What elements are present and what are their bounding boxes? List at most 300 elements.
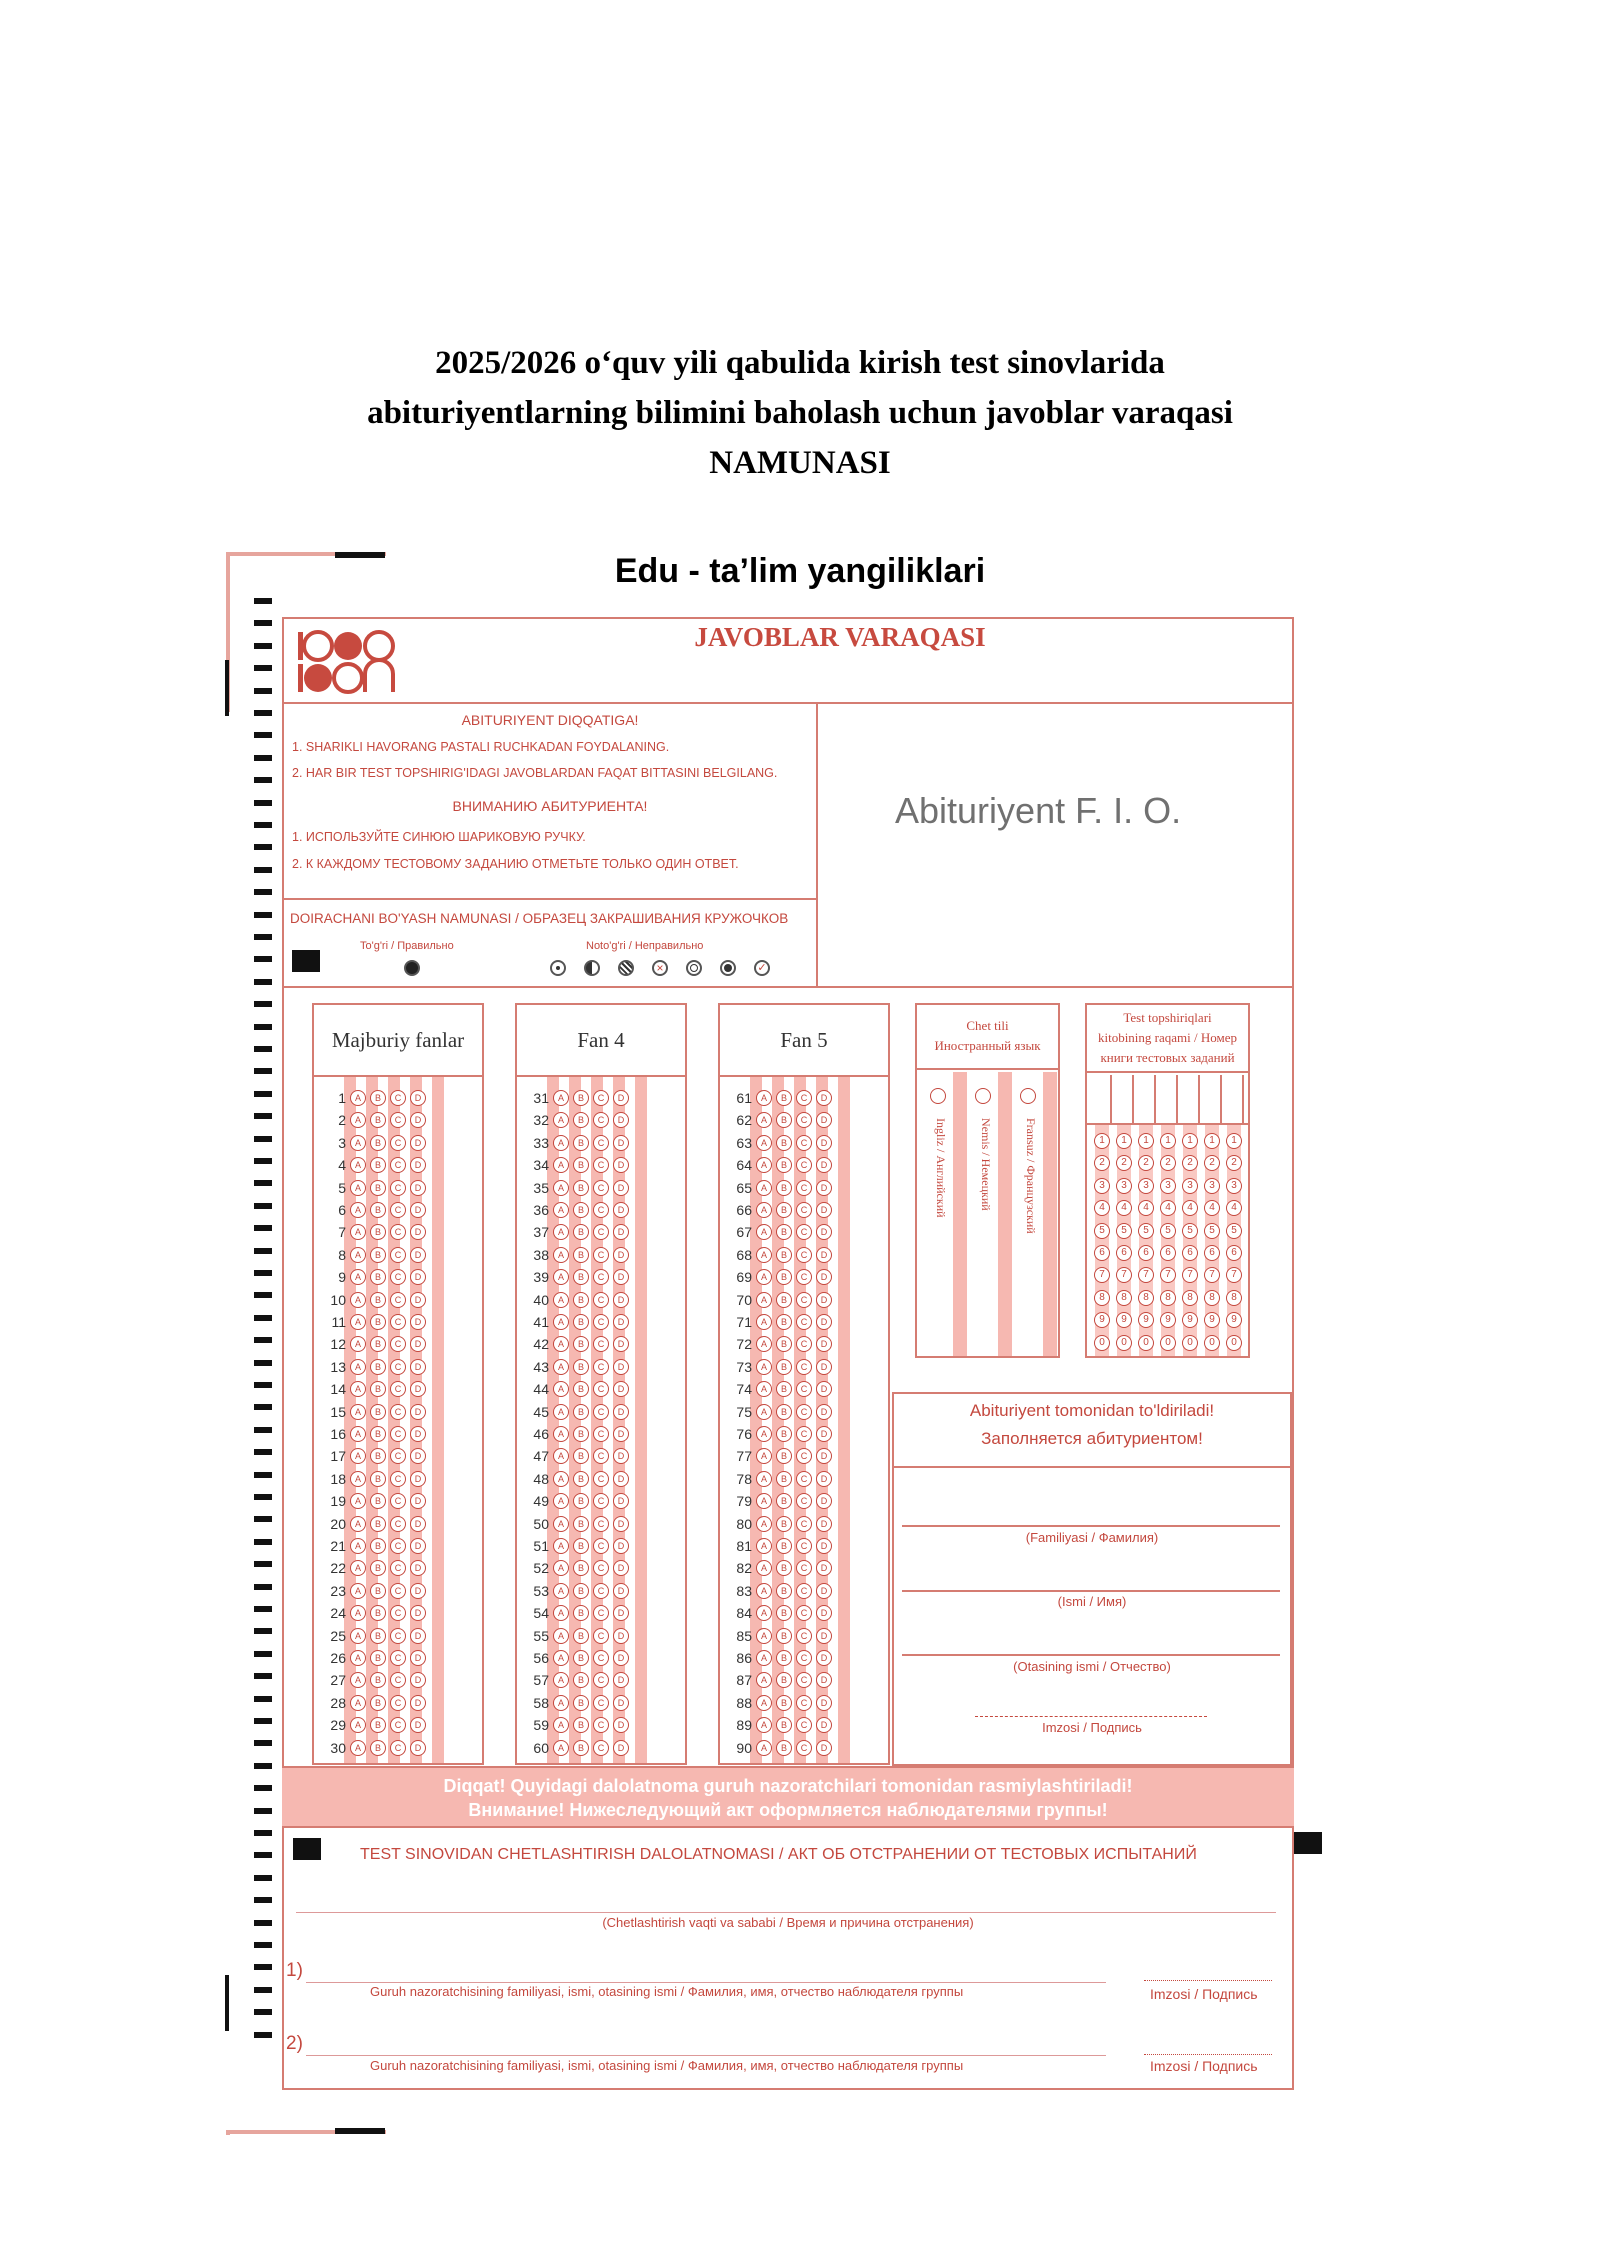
book-digit-5-bubble[interactable]: 5 <box>1182 1223 1198 1239</box>
question-row[interactable] <box>718 1490 836 1512</box>
option-a-bubble[interactable]: A <box>756 1650 772 1666</box>
book-digit-9-bubble[interactable]: 9 <box>1226 1312 1242 1328</box>
book-digit-2-bubble[interactable]: 2 <box>1116 1155 1132 1171</box>
option-a-bubble[interactable]: A <box>553 1717 569 1733</box>
option-a-bubble[interactable]: A <box>350 1628 366 1644</box>
question-row[interactable] <box>312 1535 430 1557</box>
option-a-bubble[interactable]: A <box>756 1538 772 1554</box>
book-digit-8-bubble[interactable]: 8 <box>1226 1290 1242 1306</box>
option-b-bubble[interactable]: B <box>776 1471 792 1487</box>
option-a-bubble[interactable]: A <box>350 1605 366 1621</box>
surname-line[interactable] <box>902 1525 1280 1527</box>
option-a-bubble[interactable]: A <box>756 1224 772 1240</box>
option-b-bubble[interactable]: B <box>370 1471 386 1487</box>
option-d-bubble[interactable]: D <box>816 1583 832 1599</box>
option-c-bubble[interactable]: C <box>390 1247 406 1263</box>
option-a-bubble[interactable]: A <box>350 1583 366 1599</box>
option-b-bubble[interactable]: B <box>776 1695 792 1711</box>
option-d-bubble[interactable]: D <box>410 1090 426 1106</box>
option-d-bubble[interactable]: D <box>816 1605 832 1621</box>
option-b-bubble[interactable]: B <box>776 1202 792 1218</box>
book-digit-6-bubble[interactable]: 6 <box>1094 1245 1110 1261</box>
question-row[interactable] <box>515 1535 633 1557</box>
option-b-bubble[interactable]: B <box>370 1538 386 1554</box>
book-digit-2-bubble[interactable]: 2 <box>1138 1155 1154 1171</box>
option-d-bubble[interactable]: D <box>816 1202 832 1218</box>
option-a-bubble[interactable]: A <box>756 1269 772 1285</box>
option-d-bubble[interactable]: D <box>816 1560 832 1576</box>
option-b-bubble[interactable]: B <box>573 1426 589 1442</box>
option-c-bubble[interactable]: C <box>593 1560 609 1576</box>
option-a-bubble[interactable]: A <box>350 1560 366 1576</box>
option-b-bubble[interactable]: B <box>776 1247 792 1263</box>
option-b-bubble[interactable]: B <box>573 1493 589 1509</box>
option-d-bubble[interactable]: D <box>410 1560 426 1576</box>
option-c-bubble[interactable]: C <box>593 1112 609 1128</box>
question-row[interactable] <box>718 1714 836 1736</box>
option-d-bubble[interactable]: D <box>816 1538 832 1554</box>
option-c-bubble[interactable]: C <box>390 1112 406 1128</box>
book-digit-7-bubble[interactable]: 7 <box>1226 1267 1242 1283</box>
book-digit-9-bubble[interactable]: 9 <box>1204 1312 1220 1328</box>
question-row[interactable] <box>312 1087 430 1109</box>
book-digit-7-bubble[interactable]: 7 <box>1138 1267 1154 1283</box>
question-row[interactable] <box>515 1692 633 1714</box>
book-digit-9-bubble[interactable]: 9 <box>1160 1312 1176 1328</box>
option-b-bubble[interactable]: B <box>573 1740 589 1756</box>
option-a-bubble[interactable]: A <box>756 1090 772 1106</box>
book-digit-6-bubble[interactable]: 6 <box>1138 1245 1154 1261</box>
question-row[interactable] <box>312 1199 430 1221</box>
question-row[interactable] <box>312 1490 430 1512</box>
option-b-bubble[interactable]: B <box>776 1426 792 1442</box>
book-digit-1-bubble[interactable]: 1 <box>1094 1133 1110 1149</box>
option-b-bubble[interactable]: B <box>370 1583 386 1599</box>
question-row[interactable] <box>312 1602 430 1624</box>
question-row[interactable] <box>312 1401 430 1423</box>
option-a-bubble[interactable]: A <box>553 1090 569 1106</box>
option-d-bubble[interactable]: D <box>816 1672 832 1688</box>
option-b-bubble[interactable]: B <box>776 1359 792 1375</box>
question-row[interactable] <box>515 1087 633 1109</box>
option-c-bubble[interactable]: C <box>390 1538 406 1554</box>
book-digit-7-bubble[interactable]: 7 <box>1116 1267 1132 1283</box>
option-b-bubble[interactable]: B <box>370 1292 386 1308</box>
book-digit-9-bubble[interactable]: 9 <box>1138 1312 1154 1328</box>
option-a-bubble[interactable]: A <box>350 1112 366 1128</box>
book-digit-6-bubble[interactable]: 6 <box>1182 1245 1198 1261</box>
question-row[interactable] <box>312 1513 430 1535</box>
book-digit-4-bubble[interactable]: 4 <box>1160 1200 1176 1216</box>
option-c-bubble[interactable]: C <box>796 1202 812 1218</box>
option-b-bubble[interactable]: B <box>573 1628 589 1644</box>
option-a-bubble[interactable]: A <box>350 1448 366 1464</box>
question-row[interactable] <box>718 1513 836 1535</box>
option-b-bubble[interactable]: B <box>776 1583 792 1599</box>
question-row[interactable] <box>515 1490 633 1512</box>
book-digit-5-bubble[interactable]: 5 <box>1138 1223 1154 1239</box>
option-b-bubble[interactable]: B <box>573 1292 589 1308</box>
option-c-bubble[interactable]: C <box>796 1672 812 1688</box>
option-b-bubble[interactable]: B <box>370 1717 386 1733</box>
option-c-bubble[interactable]: C <box>796 1493 812 1509</box>
book-digit-0-bubble[interactable]: 0 <box>1116 1335 1132 1351</box>
option-b-bubble[interactable]: B <box>573 1695 589 1711</box>
option-d-bubble[interactable]: D <box>410 1180 426 1196</box>
option-c-bubble[interactable]: C <box>390 1717 406 1733</box>
option-b-bubble[interactable]: B <box>370 1202 386 1218</box>
fio-label[interactable]: Abituriyent F. I. O. <box>895 790 1182 831</box>
option-d-bubble[interactable]: D <box>613 1493 629 1509</box>
question-row[interactable] <box>312 1177 430 1199</box>
option-b-bubble[interactable]: B <box>370 1180 386 1196</box>
option-b-bubble[interactable]: B <box>573 1404 589 1420</box>
option-c-bubble[interactable]: C <box>390 1672 406 1688</box>
option-b-bubble[interactable]: B <box>776 1448 792 1464</box>
option-c-bubble[interactable]: C <box>390 1269 406 1285</box>
option-b-bubble[interactable]: B <box>573 1516 589 1532</box>
option-b-bubble[interactable]: B <box>573 1157 589 1173</box>
option-d-bubble[interactable]: D <box>613 1336 629 1352</box>
option-d-bubble[interactable]: D <box>410 1717 426 1733</box>
question-row[interactable] <box>718 1109 836 1131</box>
option-d-bubble[interactable]: D <box>816 1269 832 1285</box>
book-digit-1-bubble[interactable]: 1 <box>1160 1133 1176 1149</box>
option-c-bubble[interactable]: C <box>593 1538 609 1554</box>
option-d-bubble[interactable]: D <box>410 1381 426 1397</box>
question-row[interactable] <box>718 1468 836 1490</box>
question-row[interactable] <box>312 1333 430 1355</box>
option-b-bubble[interactable]: B <box>776 1493 792 1509</box>
option-c-bubble[interactable]: C <box>390 1740 406 1756</box>
option-d-bubble[interactable]: D <box>410 1202 426 1218</box>
book-digit-9-bubble[interactable]: 9 <box>1182 1312 1198 1328</box>
option-b-bubble[interactable]: B <box>776 1269 792 1285</box>
option-c-bubble[interactable]: C <box>390 1359 406 1375</box>
option-b-bubble[interactable]: B <box>776 1180 792 1196</box>
option-d-bubble[interactable]: D <box>410 1740 426 1756</box>
option-b-bubble[interactable]: B <box>370 1404 386 1420</box>
option-c-bubble[interactable]: C <box>390 1157 406 1173</box>
book-digit-8-bubble[interactable]: 8 <box>1160 1290 1176 1306</box>
option-b-bubble[interactable]: B <box>776 1717 792 1733</box>
option-c-bubble[interactable]: C <box>796 1381 812 1397</box>
option-a-bubble[interactable]: A <box>756 1404 772 1420</box>
option-a-bubble[interactable]: A <box>350 1516 366 1532</box>
option-c-bubble[interactable]: C <box>796 1605 812 1621</box>
option-d-bubble[interactable]: D <box>410 1157 426 1173</box>
option-d-bubble[interactable]: D <box>613 1157 629 1173</box>
option-b-bubble[interactable]: B <box>776 1740 792 1756</box>
book-digit-2-bubble[interactable]: 2 <box>1226 1155 1242 1171</box>
question-row[interactable] <box>312 1647 430 1669</box>
option-d-bubble[interactable]: D <box>410 1269 426 1285</box>
option-a-bubble[interactable]: A <box>553 1471 569 1487</box>
option-c-bubble[interactable]: C <box>796 1695 812 1711</box>
observer-1-line[interactable] <box>306 1982 1106 1983</box>
option-d-bubble[interactable]: D <box>613 1426 629 1442</box>
option-b-bubble[interactable]: B <box>370 1448 386 1464</box>
option-c-bubble[interactable]: C <box>796 1516 812 1532</box>
question-row[interactable] <box>312 1244 430 1266</box>
option-d-bubble[interactable]: D <box>410 1247 426 1263</box>
option-b-bubble[interactable]: B <box>370 1628 386 1644</box>
option-c-bubble[interactable]: C <box>593 1359 609 1375</box>
option-b-bubble[interactable]: B <box>573 1560 589 1576</box>
book-digit-1-bubble[interactable]: 1 <box>1226 1133 1242 1149</box>
book-digit-2-bubble[interactable]: 2 <box>1204 1155 1220 1171</box>
option-a-bubble[interactable]: A <box>553 1336 569 1352</box>
option-c-bubble[interactable]: C <box>390 1180 406 1196</box>
observer-1-signature-line[interactable] <box>1144 1980 1272 1981</box>
option-c-bubble[interactable]: C <box>593 1292 609 1308</box>
option-c-bubble[interactable]: C <box>593 1135 609 1151</box>
question-row[interactable] <box>718 1423 836 1445</box>
option-b-bubble[interactable]: B <box>370 1247 386 1263</box>
option-d-bubble[interactable]: D <box>816 1381 832 1397</box>
book-digit-4-bubble[interactable]: 4 <box>1116 1200 1132 1216</box>
option-d-bubble[interactable]: D <box>410 1314 426 1330</box>
book-digit-7-bubble[interactable]: 7 <box>1160 1267 1176 1283</box>
option-d-bubble[interactable]: D <box>410 1135 426 1151</box>
option-d-bubble[interactable]: D <box>613 1404 629 1420</box>
option-d-bubble[interactable]: D <box>613 1628 629 1644</box>
language-option-bubble-1[interactable] <box>930 1088 946 1104</box>
option-c-bubble[interactable]: C <box>593 1336 609 1352</box>
option-a-bubble[interactable]: A <box>350 1090 366 1106</box>
observer-2-signature-line[interactable] <box>1144 2054 1272 2055</box>
book-digit-1-bubble[interactable]: 1 <box>1204 1133 1220 1149</box>
option-c-bubble[interactable]: C <box>796 1090 812 1106</box>
book-digit-8-bubble[interactable]: 8 <box>1094 1290 1110 1306</box>
option-a-bubble[interactable]: A <box>553 1157 569 1173</box>
question-row[interactable] <box>515 1423 633 1445</box>
option-c-bubble[interactable]: C <box>593 1180 609 1196</box>
option-d-bubble[interactable]: D <box>410 1336 426 1352</box>
option-c-bubble[interactable]: C <box>796 1269 812 1285</box>
question-row[interactable] <box>312 1557 430 1579</box>
option-a-bubble[interactable]: A <box>350 1471 366 1487</box>
question-row[interactable] <box>515 1132 633 1154</box>
observer-2-line[interactable] <box>306 2055 1106 2056</box>
option-a-bubble[interactable]: A <box>756 1157 772 1173</box>
question-row[interactable] <box>718 1669 836 1691</box>
question-row[interactable] <box>312 1266 430 1288</box>
option-d-bubble[interactable]: D <box>410 1628 426 1644</box>
option-a-bubble[interactable]: A <box>553 1672 569 1688</box>
question-row[interactable] <box>515 1580 633 1602</box>
question-row[interactable] <box>718 1132 836 1154</box>
option-b-bubble[interactable]: B <box>370 1381 386 1397</box>
option-a-bubble[interactable]: A <box>553 1247 569 1263</box>
option-c-bubble[interactable]: C <box>390 1605 406 1621</box>
question-row[interactable] <box>312 1109 430 1131</box>
question-row[interactable] <box>515 1109 633 1131</box>
book-digit-7-bubble[interactable]: 7 <box>1204 1267 1220 1283</box>
question-row[interactable] <box>312 1356 430 1378</box>
option-d-bubble[interactable]: D <box>410 1112 426 1128</box>
option-d-bubble[interactable]: D <box>816 1336 832 1352</box>
option-a-bubble[interactable]: A <box>350 1224 366 1240</box>
option-d-bubble[interactable]: D <box>613 1180 629 1196</box>
option-d-bubble[interactable]: D <box>410 1672 426 1688</box>
question-row[interactable] <box>515 1647 633 1669</box>
option-a-bubble[interactable]: A <box>553 1135 569 1151</box>
option-a-bubble[interactable]: A <box>553 1202 569 1218</box>
option-c-bubble[interactable]: C <box>593 1717 609 1733</box>
option-d-bubble[interactable]: D <box>816 1135 832 1151</box>
option-d-bubble[interactable]: D <box>410 1650 426 1666</box>
option-d-bubble[interactable]: D <box>816 1292 832 1308</box>
option-b-bubble[interactable]: B <box>573 1314 589 1330</box>
option-d-bubble[interactable]: D <box>816 1224 832 1240</box>
book-digit-2-bubble[interactable]: 2 <box>1094 1155 1110 1171</box>
option-c-bubble[interactable]: C <box>796 1448 812 1464</box>
option-b-bubble[interactable]: B <box>370 1135 386 1151</box>
option-a-bubble[interactable]: A <box>553 1404 569 1420</box>
option-c-bubble[interactable]: C <box>796 1583 812 1599</box>
book-digit-8-bubble[interactable]: 8 <box>1204 1290 1220 1306</box>
option-b-bubble[interactable]: B <box>573 1112 589 1128</box>
option-c-bubble[interactable]: C <box>796 1628 812 1644</box>
option-b-bubble[interactable]: B <box>370 1157 386 1173</box>
question-row[interactable] <box>515 1378 633 1400</box>
option-c-bubble[interactable]: C <box>390 1583 406 1599</box>
book-digit-3-bubble[interactable]: 3 <box>1160 1178 1176 1194</box>
option-b-bubble[interactable]: B <box>776 1090 792 1106</box>
option-d-bubble[interactable]: D <box>613 1202 629 1218</box>
option-b-bubble[interactable]: B <box>573 1135 589 1151</box>
option-c-bubble[interactable]: C <box>593 1650 609 1666</box>
option-c-bubble[interactable]: C <box>593 1493 609 1509</box>
question-row[interactable] <box>515 1513 633 1535</box>
option-a-bubble[interactable]: A <box>756 1672 772 1688</box>
option-a-bubble[interactable]: A <box>756 1628 772 1644</box>
option-a-bubble[interactable]: A <box>350 1135 366 1151</box>
book-digit-4-bubble[interactable]: 4 <box>1204 1200 1220 1216</box>
option-a-bubble[interactable]: A <box>350 1650 366 1666</box>
question-row[interactable] <box>312 1692 430 1714</box>
option-d-bubble[interactable]: D <box>816 1650 832 1666</box>
option-a-bubble[interactable]: A <box>756 1180 772 1196</box>
reason-line[interactable] <box>296 1912 1276 1913</box>
option-b-bubble[interactable]: B <box>573 1224 589 1240</box>
option-c-bubble[interactable]: C <box>390 1224 406 1240</box>
option-c-bubble[interactable]: C <box>593 1314 609 1330</box>
option-d-bubble[interactable]: D <box>410 1516 426 1532</box>
option-a-bubble[interactable]: A <box>350 1381 366 1397</box>
option-b-bubble[interactable]: B <box>776 1404 792 1420</box>
language-option-bubble-2[interactable] <box>975 1088 991 1104</box>
option-b-bubble[interactable]: B <box>776 1314 792 1330</box>
option-b-bubble[interactable]: B <box>370 1605 386 1621</box>
question-row[interactable] <box>515 1714 633 1736</box>
question-row[interactable] <box>515 1401 633 1423</box>
option-b-bubble[interactable]: B <box>776 1560 792 1576</box>
question-row[interactable] <box>718 1154 836 1176</box>
question-row[interactable] <box>515 1625 633 1647</box>
book-digit-3-bubble[interactable]: 3 <box>1094 1178 1110 1194</box>
option-c-bubble[interactable]: C <box>593 1583 609 1599</box>
question-row[interactable] <box>515 1154 633 1176</box>
book-digit-0-bubble[interactable]: 0 <box>1182 1335 1198 1351</box>
option-d-bubble[interactable]: D <box>816 1426 832 1442</box>
patronymic-line[interactable] <box>902 1654 1280 1656</box>
option-a-bubble[interactable]: A <box>756 1336 772 1352</box>
option-c-bubble[interactable]: C <box>390 1381 406 1397</box>
option-c-bubble[interactable]: C <box>390 1404 406 1420</box>
option-c-bubble[interactable]: C <box>593 1628 609 1644</box>
question-row[interactable] <box>718 1692 836 1714</box>
book-digit-4-bubble[interactable]: 4 <box>1094 1200 1110 1216</box>
question-row[interactable] <box>718 1602 836 1624</box>
option-a-bubble[interactable]: A <box>756 1202 772 1218</box>
question-row[interactable] <box>718 1266 836 1288</box>
option-c-bubble[interactable]: C <box>796 1359 812 1375</box>
option-b-bubble[interactable]: B <box>370 1112 386 1128</box>
option-c-bubble[interactable]: C <box>796 1247 812 1263</box>
option-a-bubble[interactable]: A <box>553 1224 569 1240</box>
option-c-bubble[interactable]: C <box>593 1672 609 1688</box>
question-row[interactable] <box>718 1557 836 1579</box>
option-c-bubble[interactable]: C <box>796 1135 812 1151</box>
name-line[interactable] <box>902 1590 1280 1592</box>
option-c-bubble[interactable]: C <box>390 1628 406 1644</box>
option-d-bubble[interactable]: D <box>816 1717 832 1733</box>
option-a-bubble[interactable]: A <box>553 1381 569 1397</box>
option-d-bubble[interactable]: D <box>410 1493 426 1509</box>
book-digit-9-bubble[interactable]: 9 <box>1116 1312 1132 1328</box>
option-a-bubble[interactable]: A <box>350 1157 366 1173</box>
option-d-bubble[interactable]: D <box>816 1180 832 1196</box>
option-a-bubble[interactable]: A <box>756 1381 772 1397</box>
question-row[interactable] <box>718 1356 836 1378</box>
book-digit-5-bubble[interactable]: 5 <box>1094 1223 1110 1239</box>
option-c-bubble[interactable]: C <box>796 1314 812 1330</box>
book-digit-4-bubble[interactable]: 4 <box>1182 1200 1198 1216</box>
option-b-bubble[interactable]: B <box>573 1269 589 1285</box>
option-d-bubble[interactable]: D <box>613 1224 629 1240</box>
option-d-bubble[interactable]: D <box>816 1359 832 1375</box>
question-row[interactable] <box>515 1737 633 1759</box>
option-b-bubble[interactable]: B <box>776 1650 792 1666</box>
option-d-bubble[interactable]: D <box>613 1695 629 1711</box>
option-d-bubble[interactable]: D <box>613 1090 629 1106</box>
option-b-bubble[interactable]: B <box>776 1672 792 1688</box>
question-row[interactable] <box>515 1602 633 1624</box>
option-a-bubble[interactable]: A <box>553 1740 569 1756</box>
option-a-bubble[interactable]: A <box>553 1516 569 1532</box>
option-d-bubble[interactable]: D <box>816 1448 832 1464</box>
option-a-bubble[interactable]: A <box>350 1404 366 1420</box>
option-c-bubble[interactable]: C <box>390 1471 406 1487</box>
question-row[interactable] <box>718 1445 836 1467</box>
option-d-bubble[interactable]: D <box>816 1628 832 1644</box>
option-d-bubble[interactable]: D <box>613 1314 629 1330</box>
option-d-bubble[interactable]: D <box>410 1605 426 1621</box>
option-b-bubble[interactable]: B <box>573 1247 589 1263</box>
option-a-bubble[interactable]: A <box>350 1247 366 1263</box>
option-a-bubble[interactable]: A <box>350 1538 366 1554</box>
option-b-bubble[interactable]: B <box>370 1493 386 1509</box>
option-b-bubble[interactable]: B <box>370 1516 386 1532</box>
option-c-bubble[interactable]: C <box>796 1426 812 1442</box>
book-digit-1-bubble[interactable]: 1 <box>1116 1133 1132 1149</box>
option-a-bubble[interactable]: A <box>756 1583 772 1599</box>
option-a-bubble[interactable]: A <box>756 1359 772 1375</box>
option-b-bubble[interactable]: B <box>573 1538 589 1554</box>
option-a-bubble[interactable]: A <box>756 1516 772 1532</box>
